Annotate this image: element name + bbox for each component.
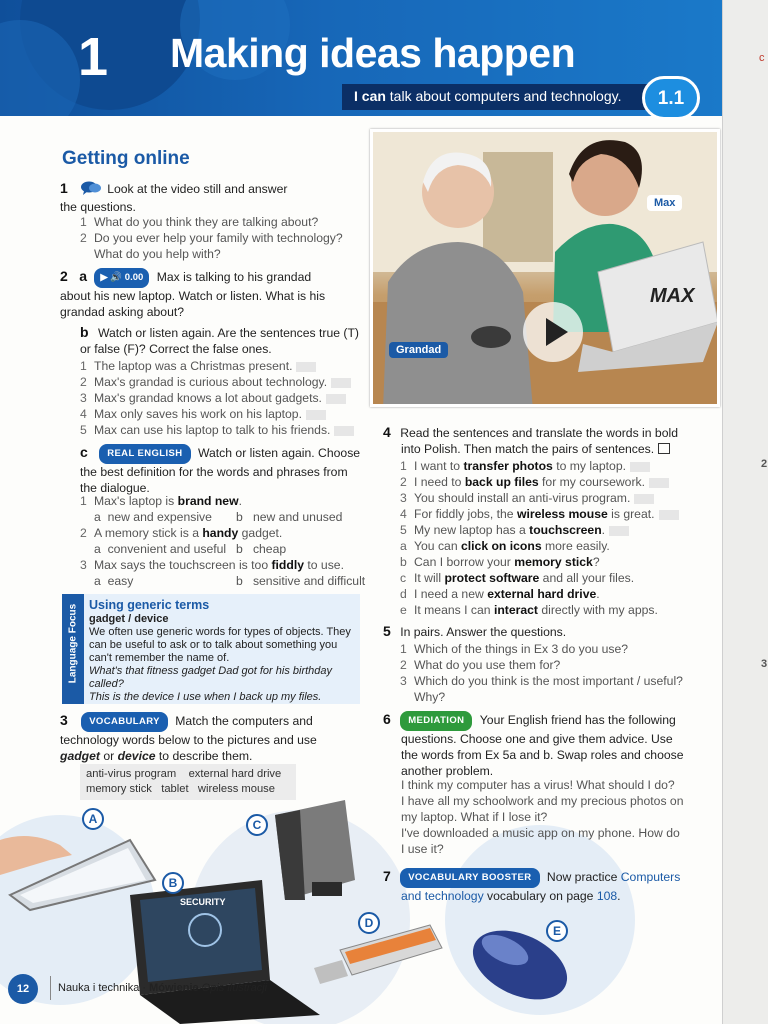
exercise-1-questions [80, 214, 370, 262]
item-number: 3 [400, 674, 407, 688]
list-item [80, 374, 370, 390]
exercise-1-instruction [60, 180, 360, 215]
instruction-text: to describe them. [155, 749, 253, 763]
exercise-6 [383, 711, 703, 779]
list-item [80, 493, 370, 509]
exercise-5 [383, 623, 703, 640]
list-item [400, 641, 710, 657]
item-text: ? [592, 555, 600, 569]
item-number: 2 [400, 475, 407, 489]
item-text: is great. [607, 507, 655, 521]
option-text: new and expensive [107, 510, 212, 524]
language-focus-subtitle: gadget / device [89, 613, 169, 625]
exercise-5-questions [400, 641, 710, 705]
item-text: I need to [414, 475, 465, 489]
option-b[interactable]: b cheap [236, 542, 287, 556]
item-letter: c [400, 571, 407, 585]
answer-box[interactable] [334, 426, 354, 436]
list-item [400, 602, 710, 618]
picture-label-d: D [358, 912, 380, 934]
exercise-2c-items [80, 493, 370, 589]
item-text: You can [414, 539, 461, 553]
key-phrase: protect software [444, 571, 540, 585]
key-phrase: touchscreen [529, 523, 602, 537]
problem-text: I use it? [401, 842, 444, 856]
item-text: Max's grandad is curious about technology. [94, 375, 328, 389]
picture-label-b: B [162, 872, 184, 894]
key-phrase: fiddly [271, 558, 304, 572]
instruction-text: another problem. [401, 764, 494, 778]
item-text: Max says the touchscreen is too [94, 558, 272, 572]
item-number: 2 [80, 231, 87, 245]
item-number: 5 [400, 523, 407, 537]
item-text: . [601, 523, 606, 537]
exercise-2c [80, 444, 365, 496]
item-text: You should install an anti-virus program. [414, 491, 631, 505]
instruction-text: technology words below to the pictures and use [60, 733, 317, 747]
option-a[interactable]: a easy [94, 574, 134, 588]
instruction-text: vocabulary on page [483, 889, 597, 903]
instruction-text: or false (F)? Correct the false ones. [80, 342, 272, 356]
exercise-4 [383, 424, 703, 457]
vocabulary-tag: VOCABULARY [81, 712, 168, 732]
matching-icon [658, 443, 670, 454]
next-page-mark: c [759, 52, 765, 64]
problem-text: my laptop. What if I lose it? [401, 810, 548, 824]
answer-box[interactable] [296, 362, 316, 372]
item-text: and all your files. [539, 571, 635, 585]
next-page-edge [722, 0, 768, 1024]
vocabulary-booster-tag: VOCABULARY BOOSTER [400, 868, 539, 888]
item-text: What do you think they are talking about? [94, 215, 319, 229]
ican-bold: I can [354, 88, 386, 104]
picture-label-c: C [246, 814, 268, 836]
key-word: device [117, 749, 156, 763]
list-item [80, 390, 370, 406]
laptop-logo: MAX [650, 285, 695, 307]
label-grandad: Grandad [389, 342, 448, 358]
instruction-text: into Polish. Then match the pairs of sentences. [401, 442, 655, 456]
item-letter: a [400, 539, 407, 553]
list-item [80, 422, 370, 438]
list-item [80, 230, 370, 246]
instruction-text: Max is talking to his grandad [156, 270, 312, 284]
item-text: What do you help with? [94, 247, 221, 261]
exercise-4-sentences [400, 458, 710, 618]
page-number: 12 [8, 974, 38, 1004]
item-number: 3 [400, 491, 407, 505]
item-number: 4 [80, 407, 87, 421]
item-number: 1 [400, 459, 407, 473]
language-focus-box [62, 594, 360, 704]
option-row [80, 573, 370, 589]
next-page-mark: 3 [761, 658, 768, 670]
language-focus-label: Language Focus [67, 603, 79, 684]
option-b[interactable]: b sensitive and difficult [236, 574, 366, 588]
exercise-number: 3 [60, 712, 68, 728]
list-item [400, 458, 710, 474]
item-text: My new laptop has a [414, 523, 530, 537]
item-text: Max can use his laptop to talk to his friends. [94, 423, 331, 437]
option-row [80, 509, 370, 525]
instruction-text: Read the sentences and translate the words in bold [400, 426, 678, 440]
list-item [80, 557, 370, 573]
item-number: 5 [80, 423, 87, 437]
item-letter: b [400, 555, 407, 569]
exercise-2b [80, 324, 365, 357]
key-word: gadget [60, 749, 100, 763]
option-text: new and unused [252, 510, 343, 524]
security-screen-text: SECURITY [180, 897, 226, 907]
list-item [80, 246, 370, 262]
list-item [400, 689, 710, 705]
instruction-text: In pairs. Answer the questions. [400, 625, 567, 639]
list-item [400, 570, 710, 586]
item-text: Do you ever help your family with technology? [94, 231, 343, 245]
item-text: A memory stick is a [94, 526, 203, 540]
item-text: gadget. [238, 526, 283, 540]
footer-topic: Nauka i technika · [58, 982, 150, 994]
language-focus-text: We often use generic words for types of objects. They [89, 626, 351, 638]
speech-bubble-icon [81, 181, 101, 199]
list-item [400, 538, 710, 554]
item-number: 3 [80, 558, 87, 572]
exercise-letter: a [79, 268, 87, 284]
list-item [400, 554, 710, 570]
exercise-letter: b [80, 324, 89, 340]
key-phrase: handy [202, 526, 239, 540]
footer-skill: Mówienie [149, 982, 199, 994]
option-b[interactable]: b new and unused [236, 510, 343, 524]
item-text: Max's grandad knows a lot about gadgets. [94, 391, 322, 405]
instruction-text: Watch or listen again. Choose [197, 446, 361, 460]
exercise-number: 2 [60, 268, 68, 284]
instruction-text: grandad asking about? [60, 305, 185, 319]
item-text: It will [414, 571, 445, 585]
item-text: to use. [303, 558, 344, 572]
audio-play-button[interactable]: ▶ 🔊 0.00 [94, 268, 149, 288]
item-text: What do you use them for? [414, 658, 561, 672]
instruction-text: the dialogue. [80, 481, 150, 495]
item-text: more easily. [541, 539, 610, 553]
mediation-tag: MEDIATION [400, 711, 472, 731]
next-page-mark: 2 [761, 458, 768, 470]
language-focus-text: can't remember the name of. [89, 652, 230, 664]
key-phrase: memory stick [514, 555, 593, 569]
item-text: It means I can [414, 603, 494, 617]
language-focus-text: can be useful to ask or to talk about something you [89, 639, 338, 651]
key-phrase: interact [493, 603, 538, 617]
option-text: easy [107, 574, 134, 588]
instruction-text: about his new laptop. Watch or listen. What is his [60, 289, 326, 303]
item-letter: d [400, 587, 407, 601]
vocabulary-link[interactable]: and technology [401, 889, 484, 903]
key-phrase: transfer photos [463, 459, 553, 473]
exercise-number: 4 [383, 424, 391, 440]
list-item [400, 586, 710, 602]
list-item [80, 358, 370, 374]
key-phrase: back up files [464, 475, 539, 489]
item-text: Max only saves his work on his laptop. [94, 407, 302, 421]
exercise-number: 1 [60, 180, 68, 196]
instruction-text: the best definition for the words and phrases from [80, 465, 348, 479]
answer-box[interactable] [630, 462, 650, 472]
answer-box[interactable] [634, 494, 654, 504]
item-text: . [596, 587, 600, 601]
item-text: I want to [414, 459, 464, 473]
unit-header [0, 0, 722, 116]
picture-label-e: E [546, 920, 568, 942]
item-text: The laptop was a Christmas present. [94, 359, 293, 373]
item-number: 2 [80, 375, 87, 389]
answer-box[interactable] [326, 394, 346, 404]
option-text: sensitive and difficult [252, 574, 366, 588]
unit-title: Making ideas happen [170, 30, 576, 76]
language-focus-tab [62, 594, 84, 704]
item-number: 1 [80, 494, 87, 508]
exercise-number: 5 [383, 623, 391, 639]
instruction-text: the words from Ex 5a and b. Swap roles and choose [401, 748, 684, 762]
item-number: 1 [400, 642, 407, 656]
answer-box[interactable] [649, 478, 669, 488]
real-english-tag: REAL ENGLISH [99, 444, 190, 464]
problem-text: I think my computer has a virus! What should I do? [401, 778, 675, 792]
instruction-text: questions. Choose one and give them advice. Use [401, 732, 673, 746]
word-bank [80, 764, 296, 800]
instruction-text: Your English friend has the following [479, 713, 676, 727]
list-item [400, 657, 710, 673]
audio-time: 0.00 [124, 272, 144, 283]
item-number: 4 [400, 507, 407, 521]
video-still-illustration [373, 132, 720, 407]
option-text: cheap [252, 542, 287, 556]
page-link[interactable]: 108 [596, 889, 618, 903]
exercise-2a [60, 268, 365, 320]
exercise-number: 7 [383, 868, 391, 884]
language-focus-example: This is the device I use when I back up my files. [89, 691, 322, 703]
unit-number: 1 [78, 27, 109, 87]
footer-divider [50, 976, 51, 1000]
key-phrase: external hard drive [487, 587, 597, 601]
item-text: Which of the things in Ex 3 do you use? [414, 642, 629, 656]
problem-text: I have all my schoolwork and my precious photos on [401, 794, 684, 808]
item-text: . [238, 494, 242, 508]
word-bank-line: anti-virus program external hard drive [86, 768, 282, 780]
footer-task: Opis ilustracji [198, 982, 268, 994]
instruction-text: Now practice [546, 870, 621, 884]
item-number: 1 [80, 215, 87, 229]
item-number: 2 [400, 658, 407, 672]
option-text: convenient and useful [107, 542, 227, 556]
label-max: Max [647, 195, 682, 211]
footer-text [58, 982, 267, 994]
item-text: Max's laptop is [94, 494, 178, 508]
exercise-6-problems [401, 777, 711, 857]
language-focus-example: What's that fitness gadget Dad got for his birthday called? [89, 665, 333, 690]
list-item [80, 214, 370, 230]
problem-text: I've downloaded a music app on my phone. How do [401, 826, 680, 840]
item-number: 3 [80, 391, 87, 405]
exercise-letter: c [80, 444, 88, 460]
list-item [400, 522, 710, 538]
answer-box[interactable] [659, 510, 679, 520]
item-number: 1 [80, 359, 87, 373]
item-text: I need a new [414, 587, 488, 601]
instruction-text: Watch or listen again. Are the sentences true (T) [97, 326, 359, 340]
ican-text: talk about computers and technology. [385, 88, 622, 104]
item-text: for my coursework. [538, 475, 645, 489]
language-focus-content [89, 597, 357, 704]
instruction-text: Look at the video still and answer [107, 182, 288, 196]
word-bank-line: memory stick tablet wireless mouse [86, 783, 275, 795]
instruction-text: or [99, 749, 118, 763]
key-phrase: wireless mouse [516, 507, 608, 521]
exercise-3 [60, 712, 360, 764]
list-item [400, 506, 710, 522]
item-text: Which do you think is the most important / useful? [414, 674, 683, 688]
instruction-text: . [617, 889, 621, 903]
list-item [400, 474, 710, 490]
item-text: to my laptop. [552, 459, 627, 473]
list-item [80, 406, 370, 422]
video-still [370, 129, 720, 407]
ican-statement [342, 84, 652, 110]
vocabulary-link[interactable]: Computers [620, 870, 681, 884]
exercise-7 [383, 868, 703, 904]
item-text: Why? [414, 690, 446, 704]
item-number: 2 [80, 526, 87, 540]
key-phrase: brand new [177, 494, 239, 508]
instruction-text: Match the computers and [175, 714, 313, 728]
picture-label-a: A [82, 808, 104, 830]
exercise-2b-sentences [80, 358, 370, 438]
key-phrase: click on icons [461, 539, 542, 553]
answer-box[interactable] [331, 378, 351, 388]
instruction-text: the questions. [60, 200, 136, 214]
item-text: For fiddly jobs, the [414, 507, 517, 521]
section-title: Getting online [62, 148, 190, 169]
item-text: directly with my apps. [537, 603, 658, 617]
option-a[interactable]: a convenient and useful [94, 542, 227, 556]
answer-box[interactable] [609, 526, 629, 536]
option-row [80, 541, 370, 557]
item-text: Can I borrow your [414, 555, 515, 569]
lesson-badge: 1.1 [642, 76, 700, 120]
answer-box[interactable] [306, 410, 326, 420]
item-letter: e [400, 603, 407, 617]
option-a[interactable]: a new and expensive [94, 510, 212, 524]
language-focus-title: Using generic terms [89, 598, 210, 612]
list-item [80, 525, 370, 541]
list-item [400, 673, 710, 689]
exercise-number: 6 [383, 711, 391, 727]
video-play-button[interactable] [523, 302, 583, 362]
list-item [400, 490, 710, 506]
